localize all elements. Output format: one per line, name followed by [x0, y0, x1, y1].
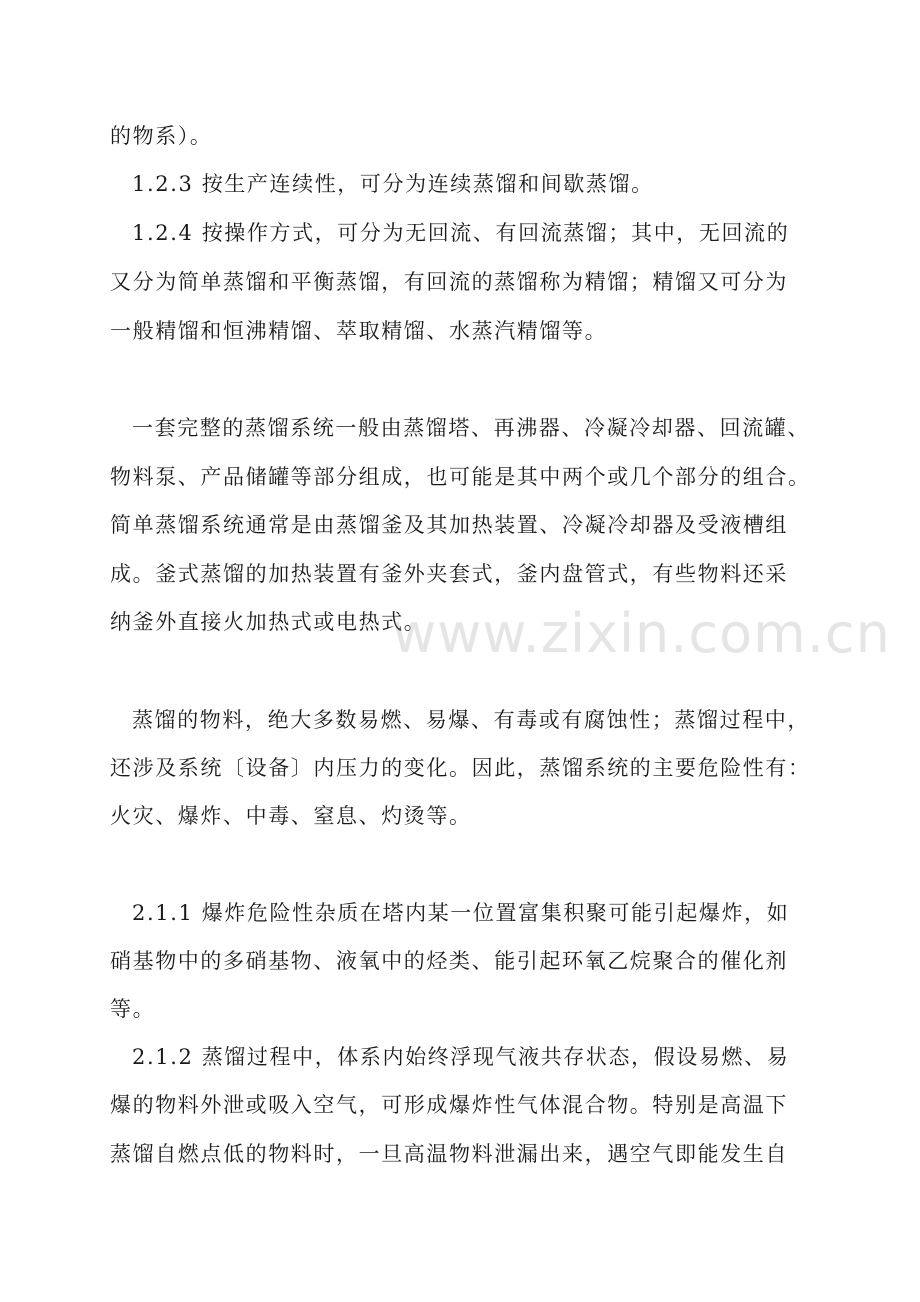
text-line-16: 等。	[110, 997, 156, 1021]
text-line-17: 2.1.2 蒸馏过程中，体系内始终浮现气液共存状态，假设易燃、易	[132, 1045, 790, 1069]
text-line-15: 硝基物中的多硝基物、液氧中的烃类、能引起环氧乙烷聚合的催化剂	[110, 949, 788, 973]
text-line-18: 爆的物料外泄或吸入空气，可形成爆炸性气体混合物。特别是高温下	[110, 1093, 788, 1117]
text-line-11: 蒸馏的物料，绝大多数易燃、易爆、有毒或有腐蚀性；蒸馏过程中，	[132, 708, 810, 732]
text-line-5: 一般精馏和恒沸精馏、萃取精馏、水蒸汽精馏等。	[110, 319, 608, 343]
text-line-12: 还涉及系统〔设备〕内压力的变化。因此，蒸馏系统的主要危险性有：	[110, 756, 811, 780]
text-line-9: 成。釜式蒸馏的加热装置有釜外夹套式，釜内盘管式，有些物料还采	[110, 562, 788, 586]
text-line-10: 纳釜外直接火加热式或电热式。	[110, 610, 427, 634]
text-line-8: 简单蒸馏系统通常是由蒸馏釜及其加热装置、冷凝冷却器及受液槽组	[110, 513, 788, 537]
text-line-13: 火灾、爆炸、中毒、窒息、灼烫等。	[110, 804, 472, 828]
text-line-6: 一套完整的蒸馏系统一般由蒸馏塔、再沸器、冷凝冷却器、回流罐、	[132, 416, 810, 440]
text-line-7: 物料泵、产品储罐等部分组成，也可能是其中两个或几个部分的组合。	[110, 465, 811, 489]
text-line-1: 的物系）。	[110, 124, 213, 148]
text-line-3: 1.2.4 按操作方式，可分为无回流、有回流蒸馏；其中，无回流的	[132, 221, 790, 245]
text-line-14: 2.1.1 爆炸危险性杂质在塔内某一位置富集积聚可能引起爆炸，如	[132, 901, 790, 925]
text-line-2: 1.2.3 按生产连续性，可分为连续蒸馏和间歇蒸馏。	[132, 172, 654, 196]
text-line-19: 蒸馏自燃点低的物料时，一旦高温物料泄漏出来，遇空气即能发生自	[110, 1142, 788, 1166]
watermark: www.zixin.com.cn	[392, 602, 891, 665]
text-line-4: 又分为简单蒸馏和平衡蒸馏，有回流的蒸馏称为精馏；精馏又可分为	[110, 270, 788, 294]
